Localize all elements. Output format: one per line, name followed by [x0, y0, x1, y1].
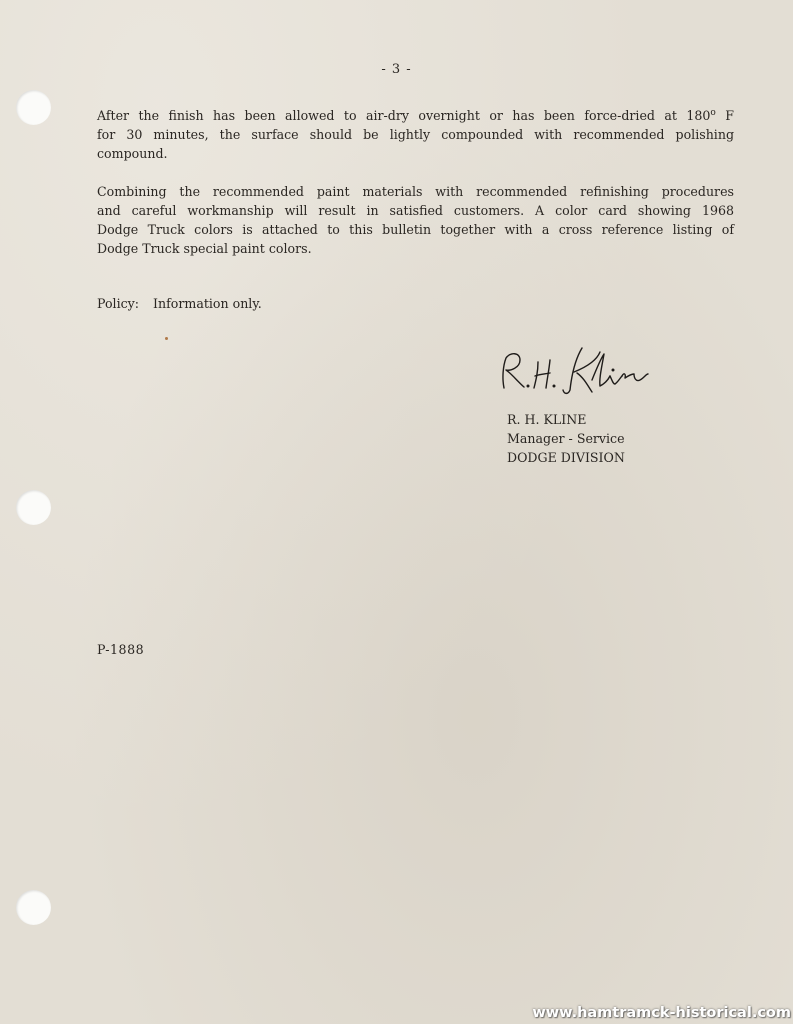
paper-speck — [165, 337, 168, 340]
signer-division: DODGE DIVISION — [507, 450, 625, 465]
binder-hole-top — [16, 90, 51, 125]
binder-hole-middle — [16, 490, 51, 525]
paragraph-line: for 30 minutes, the surface should be lightly compounded with recommended polishing — [97, 127, 734, 142]
paragraph-finish — [97, 106, 734, 163]
paragraph-line: Dodge Truck colors is attached to this bulletin together with a cross reference listing of — [97, 222, 734, 237]
policy-value: Information only. — [153, 296, 262, 311]
binder-hole-bottom — [16, 890, 51, 925]
policy-label: Policy: — [97, 296, 140, 311]
text-segment: F — [715, 108, 734, 123]
document-number: P-1888 — [97, 642, 145, 657]
text-segment: After the finish has been allowed to air-dry overnight or has been force-dried at 180 — [97, 108, 711, 123]
paragraph-line: and careful workmanship will result in satisfied customers. A color card showing 1968 — [97, 203, 734, 218]
paragraph-combining — [97, 182, 734, 258]
signer-name: R. H. KLINE — [507, 412, 587, 427]
paragraph-line: Combining the recommended paint materials with recommended refinishing procedures — [97, 184, 734, 199]
degree-mark: o — [710, 107, 716, 118]
handwritten-signature — [492, 340, 662, 402]
policy-line — [97, 296, 262, 311]
site-watermark: www.hamtramck-historical.com — [532, 1005, 791, 1021]
page-number: - 3 - — [381, 62, 412, 77]
paragraph-line: compound. — [97, 146, 168, 161]
signer-title: Manager - Service — [507, 431, 625, 446]
signature-block — [507, 410, 625, 467]
paragraph-line: Dodge Truck special paint colors. — [97, 241, 312, 256]
paragraph-line — [97, 106, 734, 125]
